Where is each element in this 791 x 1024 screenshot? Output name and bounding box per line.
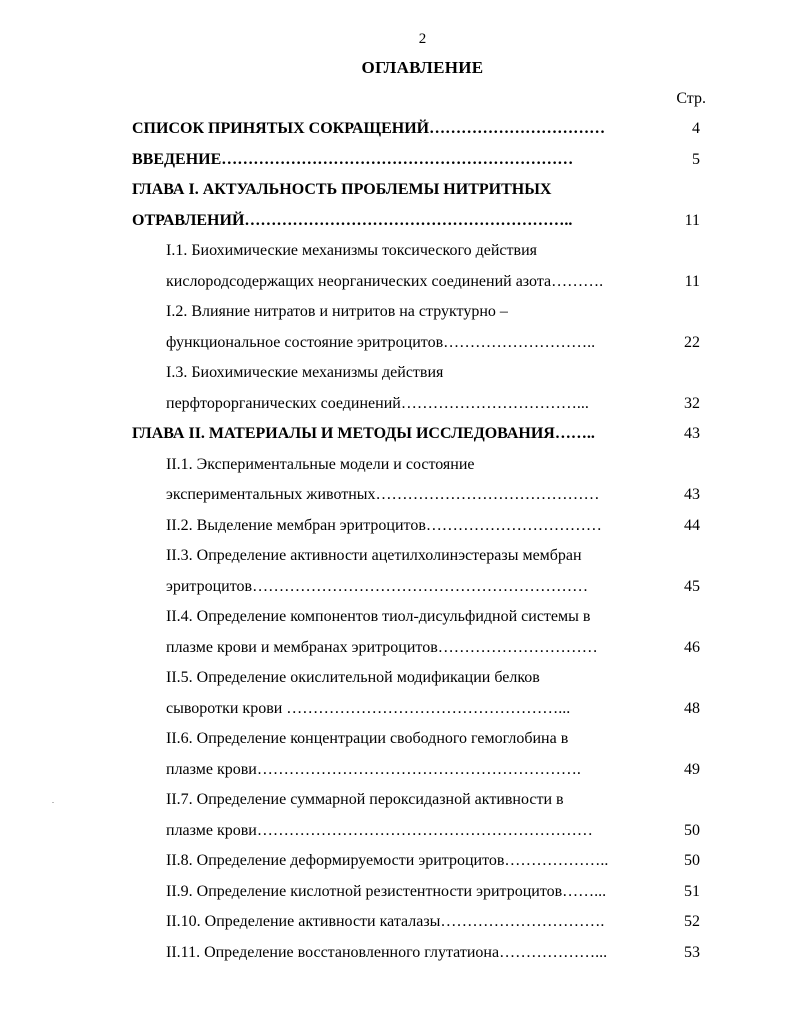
toc-page-number: 48	[684, 700, 700, 717]
toc-entry-section-cont: функциональное состояние эритроцитов………………………..	[166, 334, 596, 351]
toc-entry-section-cont: экспериментальных животных……………………………………	[166, 486, 600, 503]
toc-entry-section: II.2. Выделение мембран эритроцитов……………………………	[166, 517, 602, 534]
toc-entry-section-cont: плазме крови………………………………………………………	[166, 822, 593, 839]
toc-entry-section: I.3. Биохимические механизмы действия	[166, 364, 444, 381]
page-column-label: Стр.	[676, 90, 706, 107]
toc-page-number: 50	[684, 852, 700, 869]
toc-entry-introduction: ВВЕДЕНИЕ…………………………………………………………	[132, 151, 574, 168]
toc-entry-section: II.7. Определение суммарной пероксидазной активности в	[166, 791, 564, 808]
toc-entry-section: II.5. Определение окислительной модификации белков	[166, 669, 540, 686]
toc-entry-section: II.10. Определение активности каталазы………………………….	[166, 913, 605, 930]
toc-entry-section-cont: кислородсодержащих неорганических соединений азота……….	[166, 273, 604, 290]
toc-entry-section: II.3. Определение активности ацетилхолинэстеразы мембран	[166, 547, 582, 564]
toc-page-number: 50	[684, 822, 700, 839]
toc-page-number: 52	[684, 913, 700, 930]
toc-entry-section: II.1. Экспериментальные модели и состояние	[166, 456, 475, 473]
toc-page-number: 32	[684, 395, 700, 412]
toc-entry-section-cont: плазме крови и мембранах эритроцитов…………………………	[166, 639, 598, 656]
toc-page-number: 11	[684, 273, 700, 290]
toc-page-number: 49	[684, 761, 700, 778]
toc-page-number: 45	[684, 578, 700, 595]
toc-entry-section: II.6. Определение концентрации свободного гемоглобина в	[166, 730, 569, 747]
toc-entry-section: I.1. Биохимические механизмы токсического действия	[166, 242, 537, 259]
toc-entry-section: II.9. Определение кислотной резистентности эритроцитов……...	[166, 883, 607, 900]
toc-page-number: 4	[692, 120, 700, 137]
toc-entry-section: II.11. Определение восстановленного глутатиона………………...	[166, 944, 608, 961]
toc-page-number: 43	[684, 425, 700, 442]
toc-page-number: 43	[684, 486, 700, 503]
toc-entry-abbreviations: СПИСОК ПРИНЯТЫХ СОКРАЩЕНИЙ……………………………	[132, 120, 606, 137]
toc-entry-section: II.4. Определение компонентов тиол-дисульфидной системы в	[166, 608, 591, 625]
toc-page-number: 44	[684, 517, 700, 534]
toc-title: ОГЛАВЛЕНИЕ	[361, 58, 484, 77]
toc-entry-chapter-2: ГЛАВА II. МАТЕРИАЛЫ И МЕТОДЫ ИССЛЕДОВАНИЯ……..	[132, 425, 595, 442]
toc-entry-section: I.2. Влияние нитратов и нитритов на структурно –	[166, 303, 508, 320]
toc-entry-section: II.8. Определение деформируемости эритроцитов………………..	[166, 852, 609, 869]
toc-entry-chapter-1-cont: ОТРАВЛЕНИЙ……………………………………………………..	[132, 212, 573, 229]
toc-entry-section-cont: сыворотки крови ……………………………………………...	[166, 700, 571, 717]
toc-page-number: 46	[684, 639, 700, 656]
page-number: 2	[418, 31, 427, 47]
toc-page-number: 11	[684, 212, 700, 229]
toc-page-number: 51	[684, 883, 700, 900]
scan-speck	[52, 802, 54, 803]
toc-page-number: 22	[684, 334, 700, 351]
toc-entry-section-cont: перфторорганических соединений……………………………...	[166, 395, 589, 412]
toc-page-number: 5	[692, 151, 700, 168]
toc-entry-chapter-1: ГЛАВА I. АКТУАЛЬНОСТЬ ПРОБЛЕМЫ НИТРИТНЫХ	[132, 181, 552, 198]
toc-entry-section-cont: плазме крови…………………………………………………….	[166, 761, 581, 778]
toc-entry-section-cont: эритроцитов………………………………………………………	[166, 578, 589, 595]
toc-page-number: 53	[684, 944, 700, 961]
